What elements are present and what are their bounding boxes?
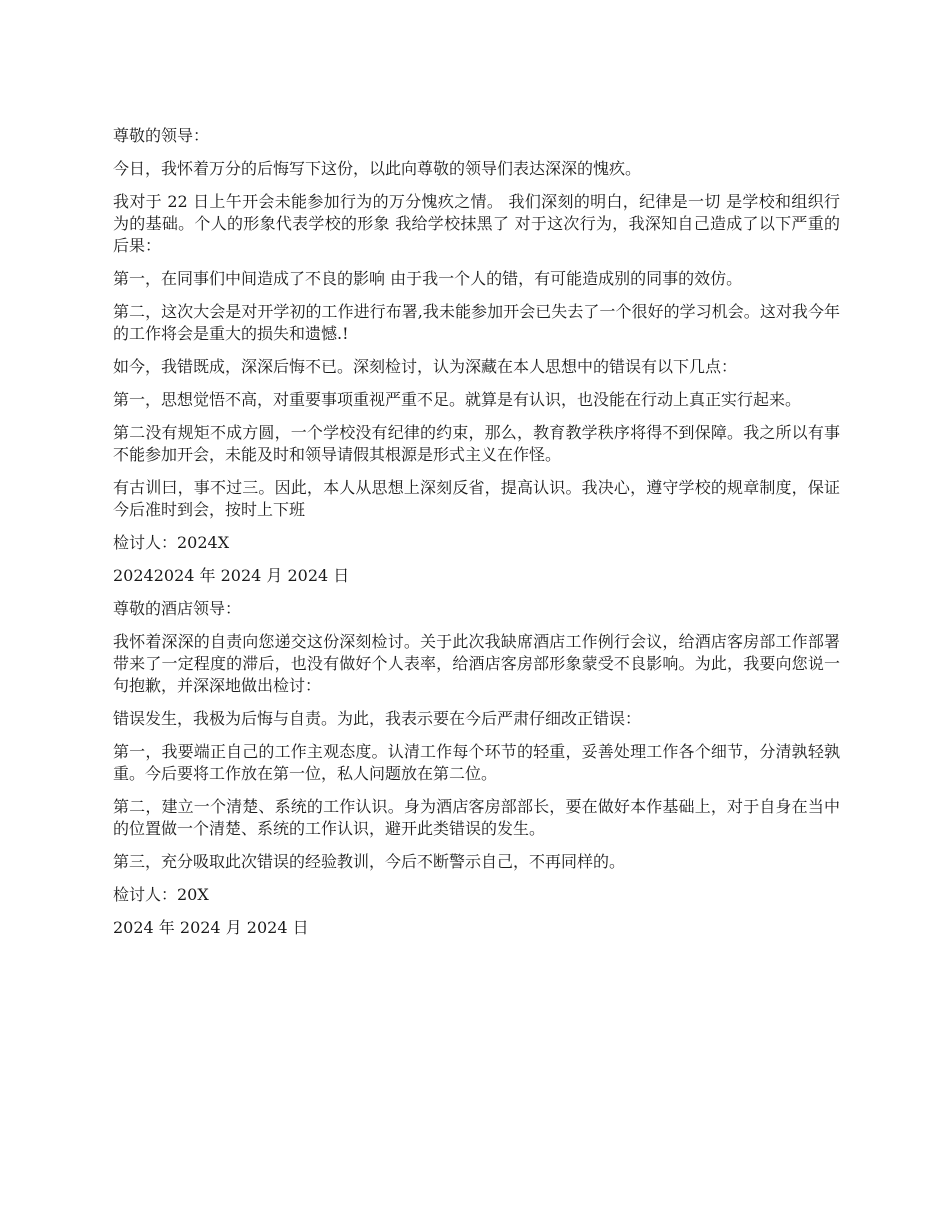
date-line-2: 2024 年 2024 月 2024 日 — [113, 918, 309, 937]
signature-line-1: 检讨人：2024X — [113, 533, 230, 552]
body-paragraph: 第二，这次大会是对开学初的工作进行布署,我未能参加开会已失去了一个很好的学习机会。这对我今年的工作将会是重大的损失和遗憾.! — [113, 302, 840, 343]
body-paragraph: 第一，思想觉悟不高，对重要事项重视严重不足。就算是有认识，也没能在行动上真正实行起来。 — [113, 390, 802, 409]
salutation-1: 尊敬的领导： — [113, 126, 210, 145]
body-paragraph: 第一，在同事们中间造成了不良的影响 由于我一个人的错，有可能造成别的同事的效仿。 — [113, 269, 743, 288]
document-page — [113, 125, 840, 950]
date-line-1: 20242024 年 2024 月 2024 日 — [113, 566, 350, 585]
body-paragraph: 今日，我怀着万分的后悔写下这份，以此向尊敬的领导们表达深深的愧疚。 — [113, 159, 642, 178]
body-paragraph: 错误发生，我极为后悔与自责。为此，我表示要在今后严肃仔细改正错误： — [113, 709, 642, 728]
body-paragraph: 第三，充分吸取此次错误的经验教训，今后不断警示自己，不再同样的。 — [113, 852, 626, 871]
salutation-2: 尊敬的酒店领导： — [113, 599, 242, 618]
body-paragraph: 有古训曰，事不过三。因此，本人从思想上深刻反省，提高认识。我决心，遵守学校的规章制度，保证今后准时到会，按时上下班 — [113, 478, 840, 519]
body-paragraph: 第二，建立一个清楚、系统的工作认识。身为酒店客房部部长，要在做好本作基础上，对于自身在当中的位置做一个清楚、系统的工作认识，避开此类错误的发生。 — [113, 797, 840, 838]
body-paragraph: 我对于 22 日上午开会未能参加行为的万分愧疚之情。 我们深刻的明白，纪律是一切 是学校和组织行为的基础。个人的形象代表学校的形象 我给学校抹黑了 对于这次行为，我深知自己造成了以下严重的后果： — [113, 192, 840, 255]
body-paragraph: 如今，我错既成，深深后悔不已。深刻检讨，认为深藏在本人思想中的错误有以下几点： — [113, 357, 738, 376]
body-paragraph: 我怀着深深的自责向您递交这份深刻检讨。关于此次我缺席酒店工作例行会议，给酒店客房部工作部署带来了一定程度的滞后，也没有做好个人表率，给酒店客房部形象蒙受不良影响。为此，我要向您说一句抱歉，并深深地做出检讨： — [113, 632, 840, 695]
signature-line-2: 检讨人：20X — [113, 885, 209, 904]
body-paragraph: 第一，我要端正自己的工作主观态度。认清工作每个环节的轻重，妥善处理工作各个细节，分清孰轻孰重。今后要将工作放在第一位，私人问题放在第二位。 — [113, 742, 840, 783]
body-paragraph: 第二没有规矩不成方圆，一个学校没有纪律的约束，那么，教育教学秩序将得不到保障。我之所以有事不能参加开会，未能及时和领导请假其根源是形式主义在作怪。 — [113, 423, 840, 464]
